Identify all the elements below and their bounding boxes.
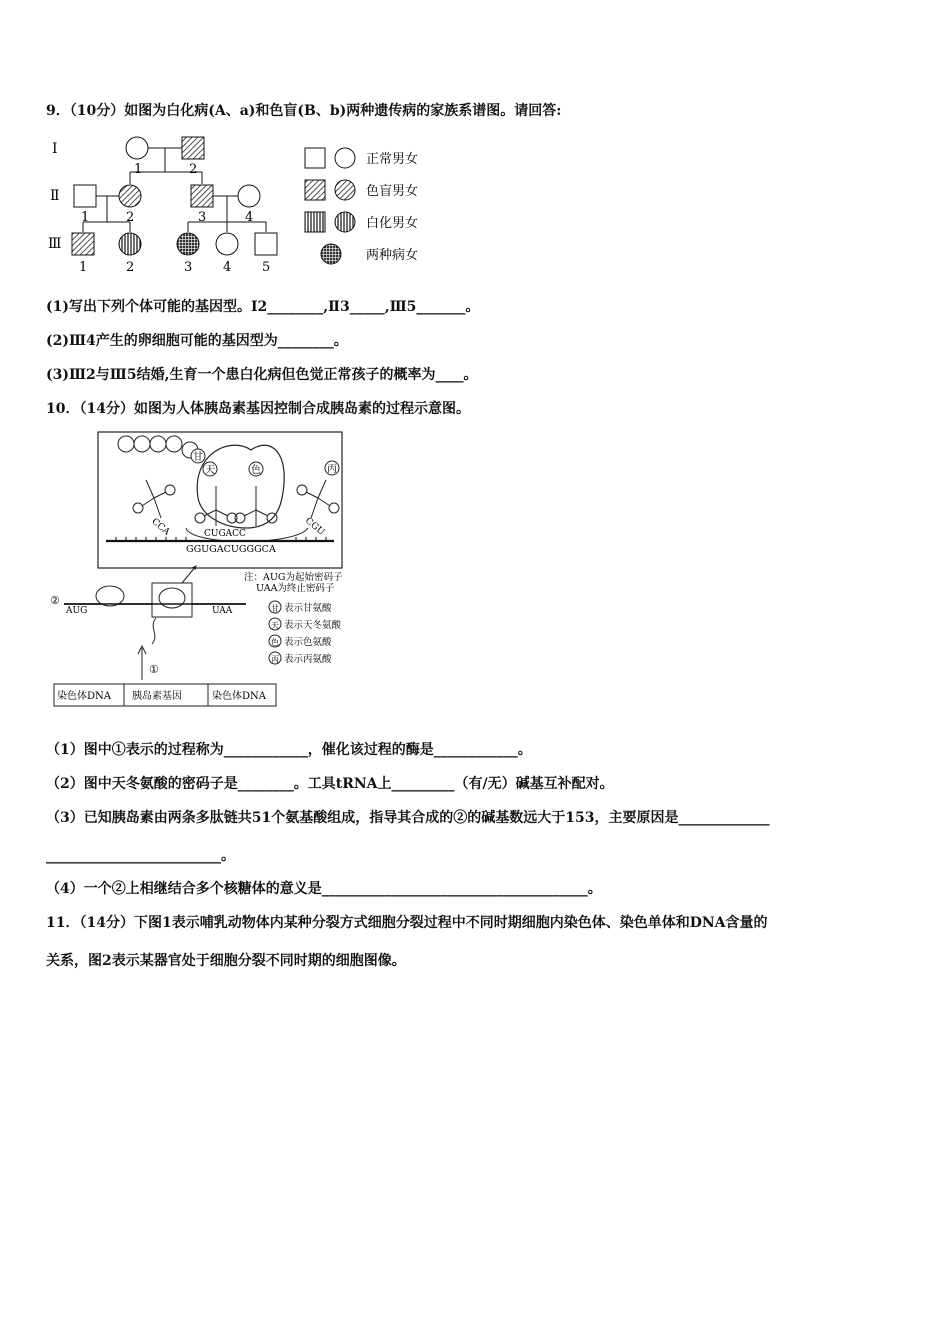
pedigree-diagram (46, 130, 446, 280)
svg-text:1: 1 (79, 260, 88, 275)
aa-bing-label: 丙 (327, 464, 337, 475)
gen-label-I: Ⅰ (52, 141, 58, 157)
dna-right: 染色体DNA (212, 691, 266, 702)
svg-text:3: 3 (184, 260, 193, 275)
dna-left: 染色体DNA (57, 691, 111, 702)
svg-text:丙: 丙 (271, 655, 279, 664)
svg-text:5: 5 (262, 260, 271, 275)
legend-colorblind: 色盲男女 (366, 184, 419, 199)
legend-normal: 正常男女 (366, 152, 419, 167)
anticodon-cca: CCA (149, 516, 172, 538)
svg-text:2: 2 (189, 162, 198, 177)
aa-tian-label: 天 (205, 465, 215, 476)
start-codon: AUG (66, 606, 88, 616)
svg-text:1: 1 (134, 162, 143, 177)
q11-stem-line2: 关系，图2表示某器官处于细胞分裂不同时期的细胞图像。 (46, 953, 406, 969)
svg-text:4: 4 (245, 210, 254, 225)
gen-label-II: Ⅱ (50, 188, 60, 204)
q9-part1: (1)写出下列个体可能的基因型。Ⅰ2________,Ⅱ3_____,Ⅲ5_______。 (46, 299, 480, 315)
stop-codon: UAA (212, 606, 233, 616)
label-mrna-2: ② (50, 594, 60, 607)
svg-text:4: 4 (223, 260, 232, 275)
q11-stem-line1: 11．（14分）下图1表示哺乳动物体内某种分裂方式细胞分裂过程中不同时期细胞内染色体、染色单体和DNA含量的 (46, 915, 768, 931)
legend-asp: 表示天冬氨酸 (284, 620, 342, 631)
mrna-sequence: GGUGACUGGGCA (186, 544, 276, 555)
anticodon-cgu: CGU (303, 516, 327, 538)
legend-gly: 表示甘氨酸 (284, 603, 332, 614)
q10-stem: 10．（14分）如图为人体胰岛素基因控制合成胰岛素的过程示意图。 (46, 401, 470, 417)
anticodon-cugacc: CUGACC (204, 529, 246, 539)
svg-text:3: 3 (198, 210, 207, 225)
aa-se-label: 色 (251, 465, 261, 476)
label-process-1: ① (149, 663, 159, 676)
legend-both: 两种病女 (366, 248, 419, 263)
svg-text:色: 色 (271, 638, 279, 647)
q9-stem: 9．（10分）如图为白化病(A、a)和色盲(B、b)两种遗传病的家族系谱图。请回答: (46, 103, 562, 119)
q10-part3: （3）已知胰岛素由两条多肽链共51个氨基酸组成，指导其合成的②的碱基数远大于153，主要原因是_____________ (46, 810, 770, 826)
svg-text:天: 天 (271, 621, 279, 630)
q9-part3: (3)Ⅲ2与Ⅲ5结婚,生育一个患白化病但色觉正常孩子的概率为____。 (46, 367, 478, 383)
legend-albinism: 白化男女 (366, 216, 419, 231)
q10-part1: （1）图中①表示的过程称为____________，催化该过程的酶是____________。 (46, 742, 532, 758)
gen-label-III: Ⅲ (48, 236, 62, 252)
q10-part4: （4）一个②上相继结合多个核糖体的意义是______________________________________。 (46, 881, 602, 897)
q10-part3-cont: _________________________。 (46, 848, 235, 864)
svg-text:1: 1 (81, 210, 90, 225)
svg-text:甘: 甘 (271, 604, 279, 613)
legend-ala: 表示丙氨酸 (284, 654, 332, 665)
note-start-codon: 注：AUG为起始密码子 (244, 572, 343, 583)
aa-gan-label: 甘 (193, 452, 203, 463)
svg-text:2: 2 (126, 210, 135, 225)
svg-text:2: 2 (126, 260, 135, 275)
note-stop-codon: UAA为终止密码子 (256, 583, 335, 594)
q10-part2: （2）图中天冬氨酸的密码子是________。工具tRNA上_________（有/无）碱基互补配对。 (46, 776, 614, 792)
insulin-synthesis-diagram (46, 428, 386, 713)
insulin-gene: 胰岛素基因 (132, 691, 182, 702)
q9-part2: (2)Ⅲ4产生的卵细胞可能的基因型为________。 (46, 333, 348, 349)
legend-trp: 表示色氨酸 (284, 637, 332, 648)
